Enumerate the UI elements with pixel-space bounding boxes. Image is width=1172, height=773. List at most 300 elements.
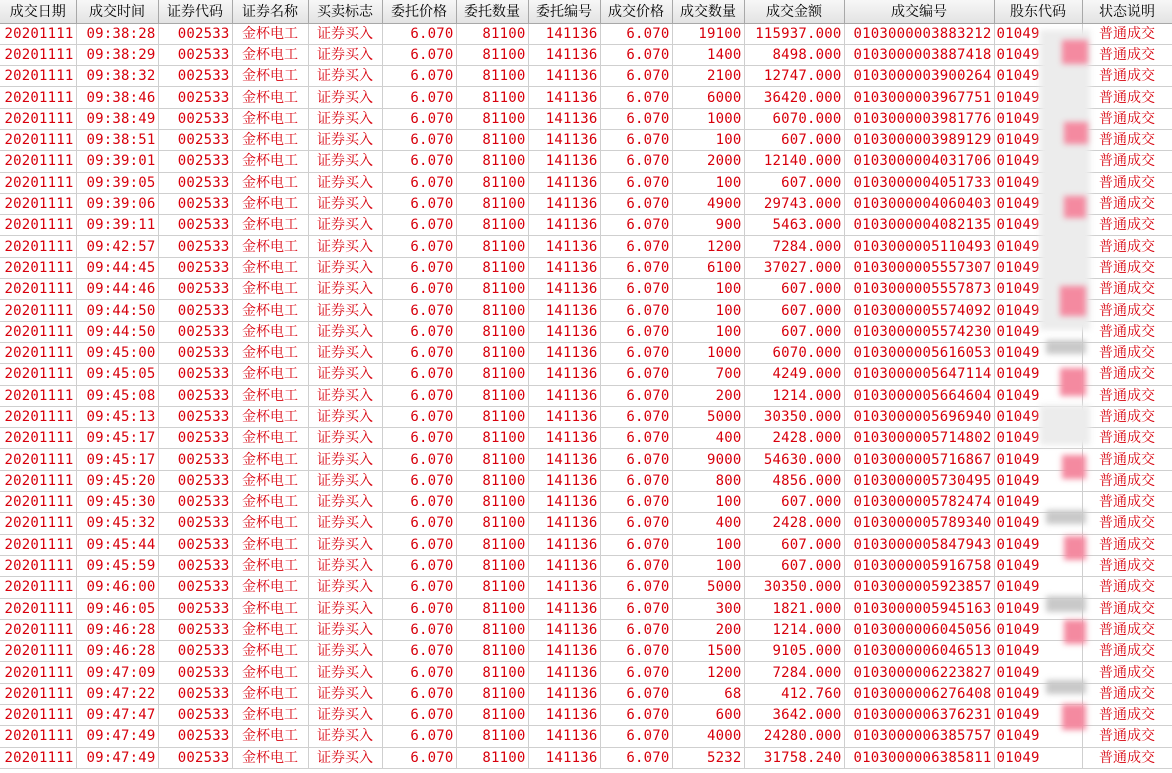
cell-deal-no: 0103000004031706 xyxy=(844,151,994,172)
cell-date: 20201111 xyxy=(0,151,76,172)
cell-name: 金杯电工 xyxy=(232,257,308,278)
cell-name: 金杯电工 xyxy=(232,215,308,236)
cell-order-price: 6.070 xyxy=(382,300,456,321)
table-row[interactable] xyxy=(0,619,1172,640)
cell-holder: 01049 xyxy=(994,342,1082,363)
table-row[interactable] xyxy=(0,87,1172,108)
cell-status: 普通成交 xyxy=(1082,705,1172,726)
cell-code: 002533 xyxy=(158,279,232,300)
column-header-holder[interactable]: 股东代码 xyxy=(994,0,1082,23)
cell-time: 09:38:46 xyxy=(76,87,158,108)
cell-date: 20201111 xyxy=(0,385,76,406)
cell-holder: 01049 xyxy=(994,492,1082,513)
column-header-order-price[interactable]: 委托价格 xyxy=(382,0,456,23)
cell-order-price: 6.070 xyxy=(382,342,456,363)
cell-deal-price: 6.070 xyxy=(600,151,672,172)
cell-deal-price: 6.070 xyxy=(600,449,672,470)
cell-deal-no: 0103000003887418 xyxy=(844,44,994,65)
cell-time: 09:47:49 xyxy=(76,726,158,747)
cell-holder: 01049 xyxy=(994,129,1082,150)
column-header-amount[interactable]: 成交金额 xyxy=(744,0,844,23)
cell-deal-price: 6.070 xyxy=(600,44,672,65)
cell-side: 证券买入 xyxy=(308,406,382,427)
cell-order-no: 141136 xyxy=(528,300,600,321)
cell-date: 20201111 xyxy=(0,193,76,214)
table-row[interactable] xyxy=(0,236,1172,257)
column-header-deal-qty[interactable]: 成交数量 xyxy=(672,0,744,23)
table-row[interactable] xyxy=(0,172,1172,193)
table-row[interactable] xyxy=(0,449,1172,470)
cell-status: 普通成交 xyxy=(1082,726,1172,747)
cell-order-no: 141136 xyxy=(528,492,600,513)
cell-status: 普通成交 xyxy=(1082,492,1172,513)
cell-time: 09:45:44 xyxy=(76,534,158,555)
cell-status: 普通成交 xyxy=(1082,66,1172,87)
cell-time: 09:39:11 xyxy=(76,215,158,236)
cell-code: 002533 xyxy=(158,470,232,491)
table-row[interactable] xyxy=(0,342,1172,363)
cell-status: 普通成交 xyxy=(1082,342,1172,363)
cell-order-price: 6.070 xyxy=(382,577,456,598)
cell-deal-price: 6.070 xyxy=(600,641,672,662)
cell-order-qty: 81100 xyxy=(456,44,528,65)
cell-status: 普通成交 xyxy=(1082,428,1172,449)
cell-time: 09:45:30 xyxy=(76,492,158,513)
table-body xyxy=(0,23,1172,768)
table-row[interactable] xyxy=(0,215,1172,236)
cell-side: 证券买入 xyxy=(308,470,382,491)
cell-code: 002533 xyxy=(158,364,232,385)
cell-deal-no: 0103000003967751 xyxy=(844,87,994,108)
cell-side: 证券买入 xyxy=(308,641,382,662)
cell-time: 09:46:05 xyxy=(76,598,158,619)
table-row[interactable] xyxy=(0,66,1172,87)
cell-deal-no: 0103000005574092 xyxy=(844,300,994,321)
cell-name: 金杯电工 xyxy=(232,428,308,449)
cell-deal-price: 6.070 xyxy=(600,364,672,385)
cell-side: 证券买入 xyxy=(308,747,382,768)
cell-amount: 2428.000 xyxy=(744,428,844,449)
cell-date: 20201111 xyxy=(0,23,76,44)
cell-holder: 01049 xyxy=(994,534,1082,555)
cell-order-qty: 81100 xyxy=(456,641,528,662)
cell-order-no: 141136 xyxy=(528,87,600,108)
cell-order-price: 6.070 xyxy=(382,364,456,385)
cell-deal-price: 6.070 xyxy=(600,66,672,87)
cell-order-price: 6.070 xyxy=(382,641,456,662)
cell-deal-no: 0103000005616053 xyxy=(844,342,994,363)
cell-date: 20201111 xyxy=(0,406,76,427)
cell-deal-qty: 5000 xyxy=(672,577,744,598)
cell-name: 金杯电工 xyxy=(232,342,308,363)
cell-deal-no: 0103000005696940 xyxy=(844,406,994,427)
cell-status: 普通成交 xyxy=(1082,151,1172,172)
cell-deal-qty: 1000 xyxy=(672,342,744,363)
table-row[interactable] xyxy=(0,257,1172,278)
cell-deal-qty: 100 xyxy=(672,321,744,342)
cell-deal-price: 6.070 xyxy=(600,406,672,427)
cell-deal-no: 0103000003883212 xyxy=(844,23,994,44)
cell-time: 09:39:01 xyxy=(76,151,158,172)
cell-order-price: 6.070 xyxy=(382,385,456,406)
cell-status: 普通成交 xyxy=(1082,364,1172,385)
cell-name: 金杯电工 xyxy=(232,300,308,321)
cell-order-no: 141136 xyxy=(528,279,600,300)
cell-amount: 607.000 xyxy=(744,129,844,150)
cell-order-price: 6.070 xyxy=(382,108,456,129)
cell-order-qty: 81100 xyxy=(456,662,528,683)
cell-holder: 01049 xyxy=(994,236,1082,257)
cell-deal-price: 6.070 xyxy=(600,428,672,449)
cell-time: 09:45:17 xyxy=(76,449,158,470)
table-row[interactable] xyxy=(0,151,1172,172)
cell-deal-qty: 200 xyxy=(672,619,744,640)
cell-code: 002533 xyxy=(158,662,232,683)
cell-time: 09:45:00 xyxy=(76,342,158,363)
cell-order-qty: 81100 xyxy=(456,23,528,44)
cell-code: 002533 xyxy=(158,193,232,214)
cell-code: 002533 xyxy=(158,342,232,363)
cell-name: 金杯电工 xyxy=(232,236,308,257)
table-row[interactable] xyxy=(0,406,1172,427)
table-row[interactable] xyxy=(0,747,1172,768)
cell-status: 普通成交 xyxy=(1082,555,1172,576)
cell-date: 20201111 xyxy=(0,555,76,576)
cell-time: 09:38:32 xyxy=(76,66,158,87)
cell-date: 20201111 xyxy=(0,492,76,513)
cell-order-price: 6.070 xyxy=(382,129,456,150)
table-row[interactable] xyxy=(0,428,1172,449)
cell-holder: 01049 xyxy=(994,406,1082,427)
cell-order-no: 141136 xyxy=(528,747,600,768)
cell-deal-qty: 6100 xyxy=(672,257,744,278)
table-row[interactable] xyxy=(0,279,1172,300)
cell-date: 20201111 xyxy=(0,172,76,193)
cell-order-qty: 81100 xyxy=(456,683,528,704)
column-header-order-no[interactable]: 委托编号 xyxy=(528,0,600,23)
cell-order-qty: 81100 xyxy=(456,193,528,214)
cell-amount: 607.000 xyxy=(744,492,844,513)
cell-deal-price: 6.070 xyxy=(600,726,672,747)
cell-time: 09:47:09 xyxy=(76,662,158,683)
table-row[interactable] xyxy=(0,44,1172,65)
cell-status: 普通成交 xyxy=(1082,470,1172,491)
cell-holder: 01049 xyxy=(994,619,1082,640)
cell-side: 证券买入 xyxy=(308,257,382,278)
table-row[interactable] xyxy=(0,492,1172,513)
cell-time: 09:47:22 xyxy=(76,683,158,704)
cell-holder: 01049 xyxy=(994,641,1082,662)
cell-deal-no: 0103000005730495 xyxy=(844,470,994,491)
table-row[interactable] xyxy=(0,705,1172,726)
cell-side: 证券买入 xyxy=(308,236,382,257)
cell-deal-qty: 100 xyxy=(672,492,744,513)
cell-deal-price: 6.070 xyxy=(600,257,672,278)
table-row[interactable] xyxy=(0,23,1172,44)
cell-order-qty: 81100 xyxy=(456,342,528,363)
cell-order-no: 141136 xyxy=(528,406,600,427)
cell-date: 20201111 xyxy=(0,428,76,449)
cell-time: 09:46:28 xyxy=(76,641,158,662)
cell-date: 20201111 xyxy=(0,705,76,726)
cell-order-price: 6.070 xyxy=(382,534,456,555)
cell-name: 金杯电工 xyxy=(232,279,308,300)
cell-order-no: 141136 xyxy=(528,321,600,342)
cell-name: 金杯电工 xyxy=(232,44,308,65)
cell-holder: 01049 xyxy=(994,172,1082,193)
cell-order-qty: 81100 xyxy=(456,449,528,470)
cell-deal-qty: 6000 xyxy=(672,87,744,108)
cell-deal-no: 0103000006376231 xyxy=(844,705,994,726)
cell-status: 普通成交 xyxy=(1082,747,1172,768)
cell-holder: 01049 xyxy=(994,449,1082,470)
cell-time: 09:45:20 xyxy=(76,470,158,491)
cell-amount: 24280.000 xyxy=(744,726,844,747)
cell-amount: 12140.000 xyxy=(744,151,844,172)
cell-order-no: 141136 xyxy=(528,108,600,129)
cell-time: 09:45:13 xyxy=(76,406,158,427)
cell-deal-qty: 100 xyxy=(672,534,744,555)
cell-status: 普通成交 xyxy=(1082,449,1172,470)
cell-order-no: 141136 xyxy=(528,683,600,704)
cell-deal-price: 6.070 xyxy=(600,662,672,683)
cell-deal-price: 6.070 xyxy=(600,342,672,363)
cell-date: 20201111 xyxy=(0,726,76,747)
cell-amount: 607.000 xyxy=(744,534,844,555)
cell-time: 09:45:05 xyxy=(76,364,158,385)
cell-deal-qty: 2000 xyxy=(672,151,744,172)
cell-side: 证券买入 xyxy=(308,385,382,406)
cell-order-qty: 81100 xyxy=(456,129,528,150)
cell-code: 002533 xyxy=(158,44,232,65)
cell-holder: 01049 xyxy=(994,385,1082,406)
cell-deal-no: 0103000003989129 xyxy=(844,129,994,150)
cell-deal-no: 0103000004051733 xyxy=(844,172,994,193)
cell-order-no: 141136 xyxy=(528,726,600,747)
cell-order-qty: 81100 xyxy=(456,513,528,534)
table-row[interactable] xyxy=(0,534,1172,555)
cell-amount: 30350.000 xyxy=(744,577,844,598)
cell-order-price: 6.070 xyxy=(382,555,456,576)
cell-name: 金杯电工 xyxy=(232,598,308,619)
header-row xyxy=(0,0,1172,23)
cell-deal-no: 0103000005716867 xyxy=(844,449,994,470)
cell-status: 普通成交 xyxy=(1082,513,1172,534)
cell-holder: 01049 xyxy=(994,577,1082,598)
cell-side: 证券买入 xyxy=(308,151,382,172)
cell-amount: 54630.000 xyxy=(744,449,844,470)
cell-deal-no: 0103000005664604 xyxy=(844,385,994,406)
cell-deal-price: 6.070 xyxy=(600,598,672,619)
column-header-name[interactable]: 证券名称 xyxy=(232,0,308,23)
cell-holder: 01049 xyxy=(994,23,1082,44)
cell-date: 20201111 xyxy=(0,129,76,150)
cell-holder: 01049 xyxy=(994,193,1082,214)
cell-deal-price: 6.070 xyxy=(600,236,672,257)
cell-code: 002533 xyxy=(158,23,232,44)
cell-order-price: 6.070 xyxy=(382,662,456,683)
cell-deal-qty: 19100 xyxy=(672,23,744,44)
column-header-side[interactable]: 买卖标志 xyxy=(308,0,382,23)
cell-date: 20201111 xyxy=(0,44,76,65)
cell-order-no: 141136 xyxy=(528,428,600,449)
cell-deal-no: 0103000005782474 xyxy=(844,492,994,513)
cell-name: 金杯电工 xyxy=(232,726,308,747)
table-row[interactable] xyxy=(0,577,1172,598)
table-row[interactable] xyxy=(0,662,1172,683)
cell-holder: 01049 xyxy=(994,555,1082,576)
cell-deal-qty: 100 xyxy=(672,300,744,321)
cell-name: 金杯电工 xyxy=(232,449,308,470)
column-header-status[interactable]: 状态说明 xyxy=(1082,0,1172,23)
cell-order-qty: 81100 xyxy=(456,321,528,342)
cell-date: 20201111 xyxy=(0,619,76,640)
cell-time: 09:44:46 xyxy=(76,279,158,300)
cell-order-qty: 81100 xyxy=(456,385,528,406)
cell-date: 20201111 xyxy=(0,257,76,278)
cell-deal-qty: 400 xyxy=(672,513,744,534)
cell-name: 金杯电工 xyxy=(232,513,308,534)
cell-holder: 01049 xyxy=(994,364,1082,385)
cell-date: 20201111 xyxy=(0,470,76,491)
cell-deal-no: 0103000005923857 xyxy=(844,577,994,598)
cell-date: 20201111 xyxy=(0,236,76,257)
column-header-order-qty[interactable]: 委托数量 xyxy=(456,0,528,23)
cell-name: 金杯电工 xyxy=(232,385,308,406)
column-header-time[interactable]: 成交时间 xyxy=(76,0,158,23)
cell-holder: 01049 xyxy=(994,87,1082,108)
cell-amount: 12747.000 xyxy=(744,66,844,87)
cell-deal-price: 6.070 xyxy=(600,193,672,214)
cell-name: 金杯电工 xyxy=(232,705,308,726)
cell-code: 002533 xyxy=(158,726,232,747)
cell-deal-price: 6.070 xyxy=(600,385,672,406)
cell-holder: 01049 xyxy=(994,470,1082,491)
cell-order-no: 141136 xyxy=(528,534,600,555)
table-row[interactable] xyxy=(0,321,1172,342)
cell-deal-no: 0103000005557307 xyxy=(844,257,994,278)
cell-order-qty: 81100 xyxy=(456,406,528,427)
cell-order-qty: 81100 xyxy=(456,172,528,193)
cell-order-price: 6.070 xyxy=(382,257,456,278)
cell-deal-no: 0103000005647114 xyxy=(844,364,994,385)
cell-holder: 01049 xyxy=(994,151,1082,172)
cell-deal-qty: 200 xyxy=(672,385,744,406)
table-row[interactable] xyxy=(0,193,1172,214)
table-row[interactable] xyxy=(0,364,1172,385)
table-row[interactable] xyxy=(0,726,1172,747)
cell-deal-no: 0103000005916758 xyxy=(844,555,994,576)
cell-side: 证券买入 xyxy=(308,577,382,598)
cell-time: 09:47:47 xyxy=(76,705,158,726)
cell-date: 20201111 xyxy=(0,279,76,300)
cell-deal-price: 6.070 xyxy=(600,513,672,534)
cell-amount: 4856.000 xyxy=(744,470,844,491)
cell-status: 普通成交 xyxy=(1082,108,1172,129)
cell-amount: 2428.000 xyxy=(744,513,844,534)
cell-deal-qty: 100 xyxy=(672,555,744,576)
column-header-deal-no[interactable]: 成交编号 xyxy=(844,0,994,23)
table-row[interactable] xyxy=(0,513,1172,534)
cell-order-price: 6.070 xyxy=(382,470,456,491)
table-row[interactable] xyxy=(0,683,1172,704)
cell-time: 09:38:49 xyxy=(76,108,158,129)
cell-code: 002533 xyxy=(158,577,232,598)
cell-order-price: 6.070 xyxy=(382,726,456,747)
cell-holder: 01049 xyxy=(994,662,1082,683)
cell-code: 002533 xyxy=(158,428,232,449)
cell-date: 20201111 xyxy=(0,683,76,704)
cell-deal-no: 0103000006385811 xyxy=(844,747,994,768)
table-row[interactable] xyxy=(0,555,1172,576)
cell-deal-qty: 600 xyxy=(672,705,744,726)
cell-deal-price: 6.070 xyxy=(600,534,672,555)
column-header-date[interactable]: 成交日期 xyxy=(0,0,76,23)
cell-date: 20201111 xyxy=(0,662,76,683)
cell-name: 金杯电工 xyxy=(232,193,308,214)
cell-deal-no: 0103000005789340 xyxy=(844,513,994,534)
cell-status: 普通成交 xyxy=(1082,279,1172,300)
cell-holder: 01049 xyxy=(994,705,1082,726)
cell-side: 证券买入 xyxy=(308,726,382,747)
cell-order-no: 141136 xyxy=(528,44,600,65)
table-row[interactable] xyxy=(0,385,1172,406)
cell-deal-no: 0103000006276408 xyxy=(844,683,994,704)
cell-order-price: 6.070 xyxy=(382,406,456,427)
table-row[interactable] xyxy=(0,108,1172,129)
table-row[interactable] xyxy=(0,300,1172,321)
cell-deal-price: 6.070 xyxy=(600,705,672,726)
cell-status: 普通成交 xyxy=(1082,683,1172,704)
cell-side: 证券买入 xyxy=(308,300,382,321)
cell-deal-no: 0103000004082135 xyxy=(844,215,994,236)
cell-order-price: 6.070 xyxy=(382,23,456,44)
cell-name: 金杯电工 xyxy=(232,470,308,491)
cell-status: 普通成交 xyxy=(1082,577,1172,598)
cell-amount: 412.760 xyxy=(744,683,844,704)
cell-order-price: 6.070 xyxy=(382,683,456,704)
cell-name: 金杯电工 xyxy=(232,641,308,662)
cell-time: 09:44:50 xyxy=(76,300,158,321)
table-row[interactable] xyxy=(0,129,1172,150)
table-row[interactable] xyxy=(0,641,1172,662)
cell-name: 金杯电工 xyxy=(232,406,308,427)
column-header-code[interactable]: 证券代码 xyxy=(158,0,232,23)
cell-code: 002533 xyxy=(158,321,232,342)
cell-time: 09:47:49 xyxy=(76,747,158,768)
column-header-deal-price[interactable]: 成交价格 xyxy=(600,0,672,23)
cell-order-price: 6.070 xyxy=(382,598,456,619)
cell-order-price: 6.070 xyxy=(382,44,456,65)
cell-side: 证券买入 xyxy=(308,23,382,44)
cell-status: 普通成交 xyxy=(1082,641,1172,662)
cell-status: 普通成交 xyxy=(1082,619,1172,640)
cell-order-qty: 81100 xyxy=(456,87,528,108)
cell-order-no: 141136 xyxy=(528,23,600,44)
table-row[interactable] xyxy=(0,470,1172,491)
cell-name: 金杯电工 xyxy=(232,364,308,385)
cell-amount: 7284.000 xyxy=(744,236,844,257)
cell-time: 09:45:32 xyxy=(76,513,158,534)
cell-amount: 8498.000 xyxy=(744,44,844,65)
cell-side: 证券买入 xyxy=(308,364,382,385)
table-row[interactable] xyxy=(0,598,1172,619)
cell-deal-no: 0103000005110493 xyxy=(844,236,994,257)
cell-time: 09:46:00 xyxy=(76,577,158,598)
cell-deal-no: 0103000003900264 xyxy=(844,66,994,87)
cell-code: 002533 xyxy=(158,492,232,513)
cell-deal-qty: 9000 xyxy=(672,449,744,470)
